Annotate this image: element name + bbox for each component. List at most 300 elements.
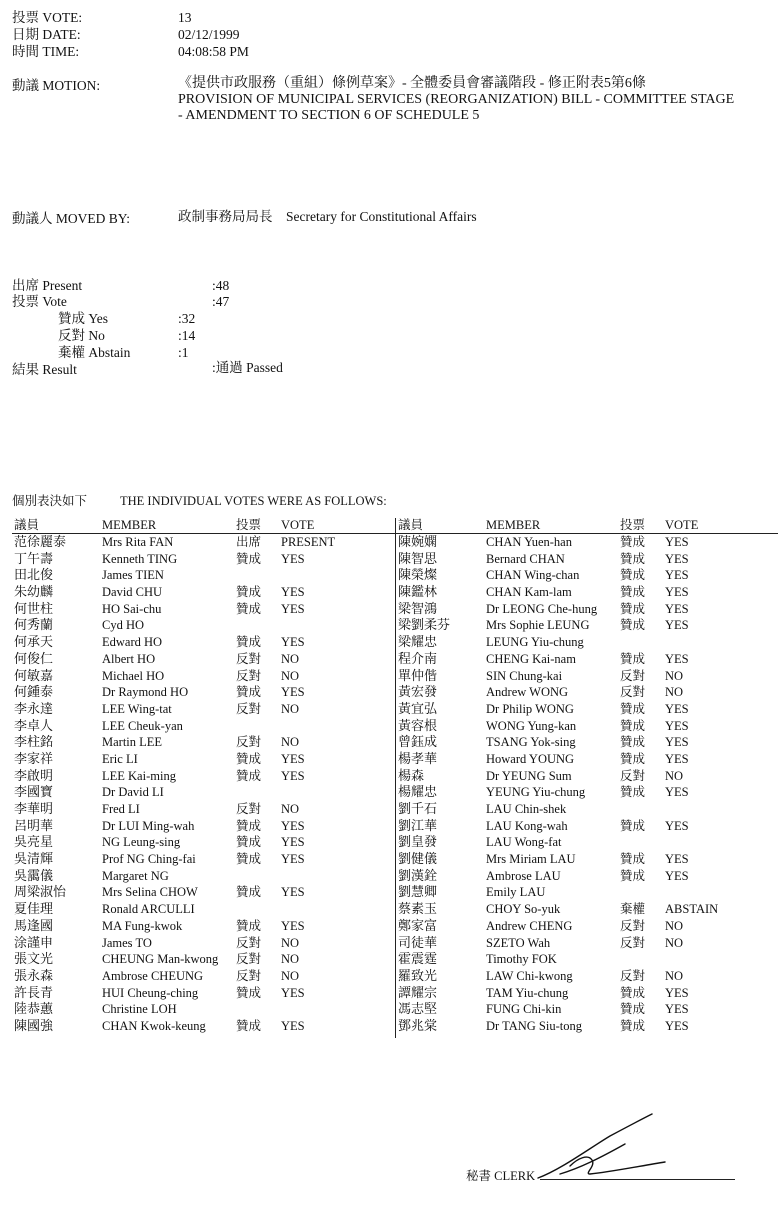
member-name-english: Christine LOH	[102, 1002, 177, 1017]
moved-by-value: 政制事務局局長 Secretary for Constitutional Affairs	[178, 209, 477, 224]
vote-english: NO	[665, 668, 684, 683]
individual-votes-heading-chinese: 個別表決如下	[12, 494, 88, 508]
vote-chinese: 贊成	[620, 585, 646, 600]
time-value: 04:08:58 PM	[178, 44, 249, 59]
vote-chinese: 反對	[620, 668, 646, 683]
member-name-chinese: 曾鈺成	[398, 734, 438, 750]
vote-chinese: 贊成	[236, 751, 262, 766]
member-name-chinese: 黃宜弘	[398, 700, 438, 716]
member-name-english: YEUNG Yiu-chung	[486, 785, 586, 800]
member-name-english: CHENG Kai-nam	[486, 651, 576, 666]
vote-chinese	[620, 951, 665, 968]
vote-english: YES	[665, 601, 689, 616]
vote-chinese	[236, 567, 281, 584]
member-name-english: Dr Philip WONG	[486, 701, 574, 716]
vote-english: YES	[665, 785, 689, 800]
member-name-chinese: 何世柱	[14, 600, 54, 616]
vote-english: NO	[281, 968, 300, 983]
member-row	[398, 767, 745, 784]
vote-english: YES	[665, 868, 689, 883]
member-name-english: CHAN Kam-lam	[486, 585, 572, 600]
member-name-english: LEUNG Yiu-chung	[486, 635, 584, 650]
vote-english: YES	[281, 751, 305, 766]
member-name-chinese: 何秀蘭	[14, 617, 54, 633]
member-name-chinese: 許長青	[14, 984, 54, 1000]
member-name-chinese: 李啟明	[14, 767, 54, 783]
vote-english	[281, 867, 361, 884]
member-row	[398, 534, 745, 551]
member-name-chinese: 黃容根	[398, 717, 438, 733]
vote-english	[665, 634, 745, 651]
member-name-english: Albert HO	[102, 651, 156, 666]
member-row	[398, 1018, 745, 1035]
member-row	[398, 817, 745, 834]
vote-chinese: 贊成	[236, 1018, 262, 1033]
member-name-chinese: 劉漢銓	[398, 867, 438, 883]
member-name-chinese: 呂明華	[14, 817, 54, 833]
member-name-english: LAU Wong-fat	[486, 835, 562, 850]
vote-chinese: 贊成	[236, 768, 262, 783]
vote-english: YES	[665, 1002, 689, 1017]
member-name-english: Mrs Sophie LEUNG	[486, 618, 590, 633]
vote-english: YES	[281, 985, 305, 1000]
member-name-chinese: 丁午壽	[14, 550, 54, 566]
vote-english: YES	[281, 885, 305, 900]
vote-english: YES	[665, 585, 689, 600]
header-member-english: MEMBER	[486, 518, 541, 533]
member-name-chinese: 李柱銘	[14, 734, 54, 750]
member-name-english: Cyd HO	[102, 618, 145, 633]
member-row	[398, 684, 745, 701]
member-name-chinese: 楊耀忠	[398, 784, 438, 800]
vote-chinese: 反對	[620, 968, 646, 983]
member-name-english: CHAN Yuen-han	[486, 535, 572, 550]
vote-chinese	[620, 884, 665, 901]
signature-line	[540, 1179, 735, 1180]
member-name-chinese: 楊孝華	[398, 750, 438, 766]
member-name-english: Mrs Selina CHOW	[102, 885, 198, 900]
vote-english: YES	[281, 768, 305, 783]
member-row	[398, 617, 745, 634]
vote-chinese: 贊成	[236, 835, 262, 850]
individual-votes-heading-english: THE INDIVIDUAL VOTES WERE AS FOLLOWS:	[120, 494, 387, 508]
vote-chinese: 贊成	[620, 751, 646, 766]
member-name-english: Margaret NG	[102, 868, 169, 883]
member-name-english: Timothy FOK	[486, 952, 557, 967]
member-row	[14, 667, 361, 684]
vote-chinese: 贊成	[620, 535, 646, 550]
abstain-count: :1	[178, 345, 189, 360]
vote-chinese: 棄權	[620, 902, 646, 917]
member-row	[398, 567, 745, 584]
vote-english: YES	[665, 735, 689, 750]
vote-number-label: 投票 VOTE:	[12, 10, 83, 25]
member-row	[14, 851, 361, 868]
member-name-chinese: 劉江華	[398, 817, 438, 833]
member-row	[398, 934, 745, 951]
member-name-chinese: 梁耀忠	[398, 634, 438, 650]
member-name-english: HO Sai-chu	[102, 601, 162, 616]
vote-chinese: 反對	[236, 952, 262, 967]
member-row	[14, 600, 361, 617]
vote-english: YES	[665, 551, 689, 566]
vote-chinese: 贊成	[620, 985, 646, 1000]
member-name-chinese: 蔡素玉	[398, 901, 438, 917]
vote-english: NO	[665, 768, 684, 783]
vote-chinese: 贊成	[620, 852, 646, 867]
vote-english: YES	[665, 751, 689, 766]
moved-by-label: 動議人 MOVED BY:	[12, 211, 131, 226]
header-member-chinese: 議員	[398, 518, 424, 533]
member-name-english: SIN Chung-kai	[486, 668, 563, 683]
yes-count: :32	[178, 311, 196, 326]
vote-english	[665, 951, 745, 968]
vote-english: YES	[281, 585, 305, 600]
member-name-english: Prof NG Ching-fai	[102, 852, 196, 867]
member-row	[398, 1001, 745, 1018]
member-row	[398, 918, 745, 935]
result-value: :通過 Passed	[212, 360, 283, 375]
member-name-chinese: 李國寶	[14, 784, 54, 800]
vote-chinese: 贊成	[236, 601, 262, 616]
vote-chinese: 贊成	[620, 1018, 646, 1033]
member-name-chinese: 陳榮燦	[398, 567, 438, 583]
member-row	[398, 717, 745, 734]
member-row	[14, 634, 361, 651]
present-label: 出席 Present	[12, 278, 83, 293]
no-count: :14	[178, 328, 196, 343]
member-name-chinese: 鄭家富	[398, 917, 438, 933]
member-name-english: Michael HO	[102, 668, 165, 683]
member-row	[14, 550, 361, 567]
vote-english: YES	[281, 852, 305, 867]
vote-chinese: 贊成	[620, 601, 646, 616]
vote-english	[281, 784, 361, 801]
header-vote-chinese: 投票	[620, 518, 646, 533]
vote-chinese	[236, 617, 281, 634]
vote-chinese: 出席	[236, 535, 262, 550]
vote-english: YES	[665, 535, 689, 550]
member-row	[398, 667, 745, 684]
column-divider	[395, 518, 396, 1038]
vote-english	[281, 617, 361, 634]
date-label: 日期 DATE:	[12, 27, 81, 42]
member-row	[14, 767, 361, 784]
vote-english: YES	[665, 818, 689, 833]
vote-chinese: 反對	[236, 935, 262, 950]
member-name-english: Mrs Miriam LAU	[486, 852, 576, 867]
member-name-chinese: 吳亮星	[14, 834, 54, 850]
member-row	[398, 600, 745, 617]
vote-english	[281, 567, 361, 584]
vote-english: YES	[665, 568, 689, 583]
vote-chinese: 反對	[236, 968, 262, 983]
vote-english: NO	[665, 935, 684, 950]
vote-english: NO	[281, 651, 300, 666]
vote-chinese: 贊成	[236, 918, 262, 933]
vote-english: NO	[281, 952, 300, 967]
member-name-english: CHAN Wing-chan	[486, 568, 580, 583]
vote-english: YES	[281, 551, 305, 566]
vote-english: YES	[281, 635, 305, 650]
member-name-chinese: 朱幼麟	[14, 584, 54, 600]
vote-chinese: 反對	[236, 651, 262, 666]
member-name-chinese: 何俊仁	[14, 650, 54, 666]
table-header-row	[14, 517, 361, 534]
member-name-english: Dr TANG Siu-tong	[486, 1018, 582, 1033]
vote-chinese: 贊成	[620, 651, 646, 666]
vote-english	[665, 834, 745, 851]
vote-chinese: 贊成	[236, 685, 262, 700]
motion-label: 動議 MOTION:	[12, 78, 101, 93]
vote-chinese: 贊成	[236, 818, 262, 833]
member-name-chinese: 張永森	[14, 967, 54, 983]
member-name-english: LEE Kai-ming	[102, 768, 176, 783]
vote-chinese: 贊成	[620, 551, 646, 566]
member-name-english: Ambrose LAU	[486, 868, 561, 883]
vote-chinese: 贊成	[236, 635, 262, 650]
vote-chinese	[620, 834, 665, 851]
member-name-english: Howard YOUNG	[486, 751, 575, 766]
vote-english: YES	[281, 918, 305, 933]
vote-chinese: 反對	[236, 735, 262, 750]
member-name-chinese: 張文光	[14, 951, 54, 967]
member-row	[14, 684, 361, 701]
member-name-chinese: 羅致光	[398, 967, 438, 983]
member-name-chinese: 程介南	[398, 650, 438, 666]
member-name-english: Dr LUI Ming-wah	[102, 818, 195, 833]
member-row	[14, 817, 361, 834]
vote-english: NO	[281, 668, 300, 683]
member-name-english: Mrs Rita FAN	[102, 535, 174, 550]
member-row	[14, 651, 361, 668]
member-row	[14, 951, 361, 968]
member-name-english: LAU Kong-wah	[486, 818, 568, 833]
vote-english: NO	[665, 968, 684, 983]
member-name-english: Edward HO	[102, 635, 163, 650]
vote-english	[665, 801, 745, 818]
member-row	[398, 851, 745, 868]
vote-chinese: 贊成	[236, 985, 262, 1000]
vote-english: YES	[665, 618, 689, 633]
member-name-english: NG Leung-sing	[102, 835, 181, 850]
member-name-chinese: 周梁淑怡	[14, 884, 67, 900]
member-name-chinese: 何敏嘉	[14, 667, 54, 683]
vote-chinese	[620, 801, 665, 818]
member-name-english: David CHU	[102, 585, 163, 600]
member-row	[14, 901, 361, 918]
member-row	[398, 751, 745, 768]
member-row	[398, 784, 745, 801]
vote-chinese: 反對	[236, 668, 262, 683]
vote-english: PRESENT	[281, 535, 336, 550]
vote-english	[281, 901, 361, 918]
vote-english: NO	[281, 735, 300, 750]
member-name-chinese: 李永達	[14, 700, 54, 716]
member-row	[14, 717, 361, 734]
vote-english: YES	[281, 601, 305, 616]
member-row	[398, 834, 745, 851]
header-vote-english: VOTE	[281, 518, 315, 533]
vote-english: YES	[665, 651, 689, 666]
member-name-chinese: 劉皇發	[398, 834, 438, 850]
member-name-chinese: 霍震霆	[398, 951, 438, 967]
member-name-english: James TIEN	[102, 568, 164, 583]
header-member-chinese: 議員	[14, 518, 40, 533]
present-count: :48	[212, 278, 230, 293]
member-row	[398, 734, 745, 751]
member-name-chinese: 梁智鴻	[398, 600, 438, 616]
vote-english: NO	[281, 701, 300, 716]
member-row	[398, 584, 745, 601]
member-name-english: Dr David LI	[102, 785, 164, 800]
member-row	[14, 984, 361, 1001]
member-name-english: SZETO Wah	[486, 935, 551, 950]
member-name-english: Bernard CHAN	[486, 551, 565, 566]
member-name-english: MA Fung-kwok	[102, 918, 183, 933]
member-name-chinese: 梁劉柔芬	[398, 617, 451, 633]
vote-count: :47	[212, 294, 230, 309]
vote-chinese: 贊成	[620, 618, 646, 633]
date-value: 02/12/1999	[178, 27, 240, 42]
member-row	[14, 701, 361, 718]
vote-english: NO	[665, 685, 684, 700]
no-label: 反對 No	[58, 328, 105, 343]
member-name-chinese: 陳國強	[14, 1017, 54, 1033]
vote-english	[281, 717, 361, 734]
member-name-chinese: 劉慧卿	[398, 884, 438, 900]
abstain-label: 棄權 Abstain	[58, 345, 131, 360]
member-name-chinese: 李卓人	[14, 717, 54, 733]
member-name-english: CHEUNG Man-kwong	[102, 952, 219, 967]
header-vote-chinese: 投票	[236, 518, 262, 533]
member-name-chinese: 田北俊	[14, 567, 54, 583]
member-row	[14, 567, 361, 584]
vote-english: NO	[281, 802, 300, 817]
member-name-chinese: 馬逢國	[14, 917, 54, 933]
vote-chinese: 反對	[236, 802, 262, 817]
member-row	[398, 884, 745, 901]
member-row	[14, 751, 361, 768]
member-row	[14, 834, 361, 851]
vote-chinese: 贊成	[236, 551, 262, 566]
member-row	[398, 867, 745, 884]
clerk-signature	[530, 1108, 680, 1188]
vote-chinese	[236, 901, 281, 918]
vote-english: YES	[281, 835, 305, 850]
member-row	[14, 534, 361, 551]
result-label: 結果 Result	[12, 362, 77, 377]
motion-title-english-cont: - AMENDMENT TO SECTION 6 OF SCHEDULE 5	[178, 108, 480, 123]
member-row	[398, 550, 745, 567]
member-name-chinese: 吳靄儀	[14, 867, 54, 883]
vote-chinese	[236, 717, 281, 734]
vote-chinese	[236, 867, 281, 884]
vote-english: NO	[281, 935, 300, 950]
member-name-chinese: 司徒華	[398, 934, 438, 950]
vote-english: YES	[281, 1018, 305, 1033]
member-name-english: Dr LEONG Che-hung	[486, 601, 598, 616]
member-name-english: Dr Raymond HO	[102, 685, 189, 700]
vote-chinese: 贊成	[620, 718, 646, 733]
member-name-chinese: 陸恭蕙	[14, 1001, 54, 1017]
member-row	[14, 884, 361, 901]
vote-english: YES	[281, 818, 305, 833]
vote-chinese: 反對	[236, 701, 262, 716]
member-name-english: LEE Cheuk-yan	[102, 718, 183, 733]
vote-english	[665, 884, 745, 901]
vote-chinese	[236, 1001, 281, 1018]
member-name-english: Emily LAU	[486, 885, 546, 900]
member-name-english: Andrew WONG	[486, 685, 569, 700]
motion-title-chinese: 《提供市政服務（重組）條例草案》- 全體委員會審議階段 - 修正附表5第6條	[178, 76, 646, 91]
member-row	[14, 968, 361, 985]
member-name-chinese: 劉千石	[398, 801, 438, 817]
member-name-chinese: 楊森	[398, 767, 425, 783]
vote-chinese: 贊成	[620, 1002, 646, 1017]
member-row	[14, 584, 361, 601]
vote-english: YES	[665, 985, 689, 1000]
member-name-english: LAW Chi-kwong	[486, 968, 573, 983]
member-name-chinese: 何鍾泰	[14, 684, 54, 700]
vote-chinese: 贊成	[236, 585, 262, 600]
member-name-english: Martin LEE	[102, 735, 163, 750]
member-row	[14, 918, 361, 935]
member-name-english: Ambrose CHEUNG	[102, 968, 204, 983]
vote-chinese	[620, 634, 665, 651]
member-name-chinese: 馮志堅	[398, 1001, 438, 1017]
vote-chinese: 贊成	[620, 818, 646, 833]
member-name-english: Ronald ARCULLI	[102, 902, 195, 917]
vote-chinese: 反對	[620, 935, 646, 950]
member-name-chinese: 劉健儀	[398, 851, 438, 867]
header-vote-english: VOTE	[665, 518, 699, 533]
vote-english	[281, 1001, 361, 1018]
member-row	[14, 617, 361, 634]
vote-english: YES	[281, 685, 305, 700]
header-member-english: MEMBER	[102, 518, 157, 533]
member-name-chinese: 李華明	[14, 801, 54, 817]
member-row	[398, 801, 745, 818]
member-name-chinese: 譚耀宗	[398, 984, 438, 1000]
member-name-chinese: 鄧兆棠	[398, 1017, 438, 1033]
member-name-english: Fred LI	[102, 802, 140, 817]
member-row	[398, 651, 745, 668]
vote-english: ABSTAIN	[665, 902, 719, 917]
member-name-chinese: 吳清輝	[14, 851, 54, 867]
member-name-chinese: 單仲偕	[398, 667, 438, 683]
member-row	[398, 951, 745, 968]
member-row	[14, 1018, 361, 1035]
member-name-english: Kenneth TING	[102, 551, 178, 566]
member-row	[398, 634, 745, 651]
votes-table-left	[14, 517, 361, 1034]
member-name-english: Eric LI	[102, 751, 138, 766]
vote-chinese: 反對	[620, 685, 646, 700]
member-row	[14, 784, 361, 801]
member-name-english: FUNG Chi-kin	[486, 1002, 562, 1017]
member-row	[14, 734, 361, 751]
member-name-english: Andrew CHENG	[486, 918, 573, 933]
motion-title-english: PROVISION OF MUNICIPAL SERVICES (REORGANIZATION) BILL - COMMITTEE STAGE	[178, 92, 735, 107]
member-name-english: LAU Chin-shek	[486, 802, 567, 817]
vote-english: YES	[665, 1018, 689, 1033]
member-name-english: TAM Yiu-chung	[486, 985, 569, 1000]
vote-english: YES	[665, 701, 689, 716]
member-name-chinese: 何承天	[14, 634, 54, 650]
vote-chinese: 贊成	[620, 785, 646, 800]
member-name-chinese: 陳婉嫻	[398, 534, 438, 550]
